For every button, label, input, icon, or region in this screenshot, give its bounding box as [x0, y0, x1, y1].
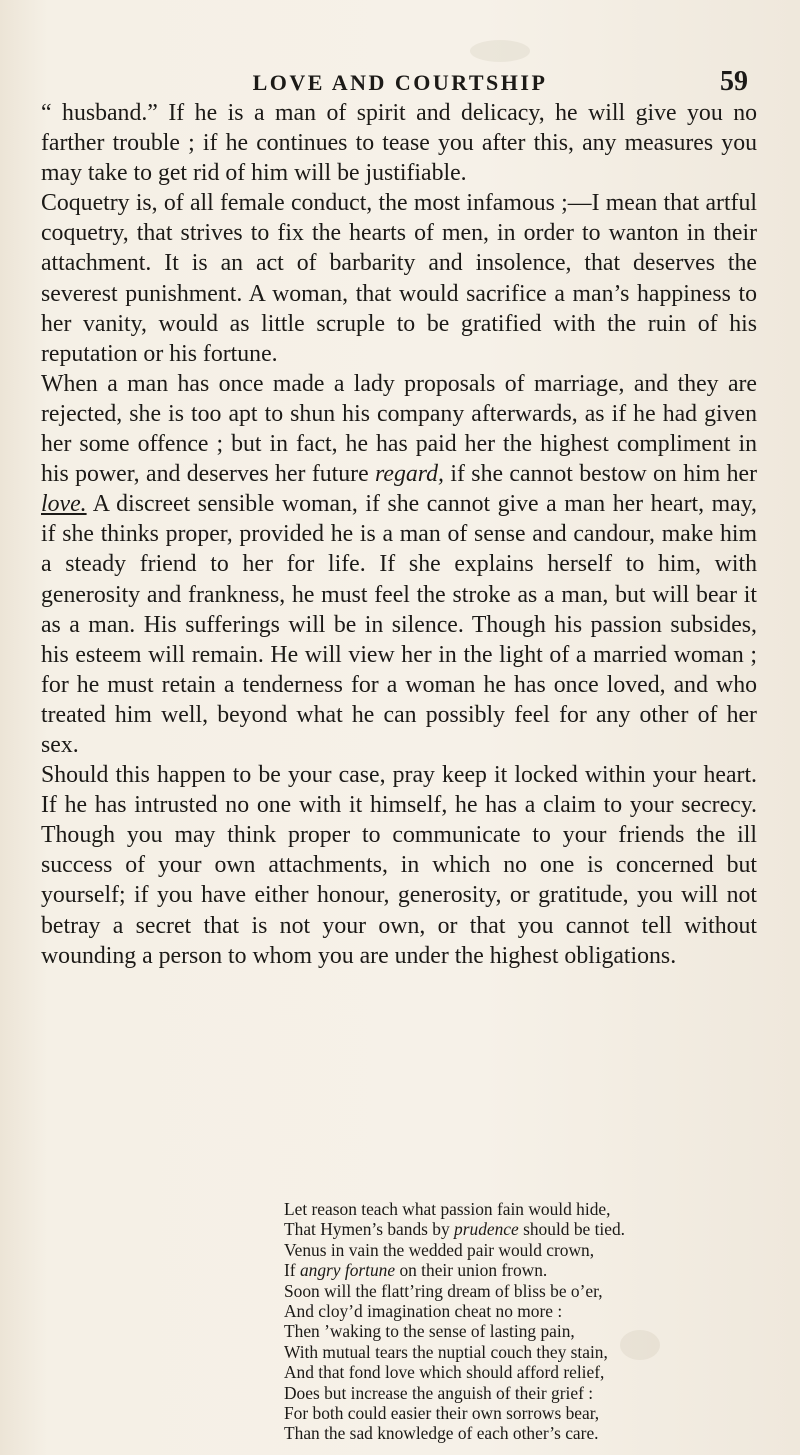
- paper-stain: [470, 40, 530, 62]
- paragraph: [41, 760, 757, 971]
- running-title: LOVE AND COURTSHIP: [252, 70, 548, 95]
- paragraph-text: Coquetry is, of all female conduct, the most infamous ;—I mean that artful coquetry, that strives to fix the hearts of men, in order to wanton in their attachment. It is an act of barbarity and insolence, that deserves the severest punishment. A woman, that would sacrifice a man’s happiness to her vanity, would as little scruple to be gratified with the ruin of his reputation or his fortune.: [41, 190, 757, 367]
- poem-line: Venus in vain the wedded pair would crown,: [284, 1239, 595, 1260]
- poem: [284, 1199, 774, 1444]
- paragraph-text: Should this happen to be your case, pray keep it locked within your heart. If he has intrusted no one with it himself, he has a claim to your secrecy. Though you may think proper to communicate to your friends the ill success of your own attachments, in which no one is concerned but yourself; if you have either honour, generosity, or gratitude, you will not betray a secret that is not your own, or that you cannot tell without wounding a person to whom you are under the highest obligations.: [41, 762, 757, 969]
- poem-line: And that fond love which should afford relief,: [284, 1362, 605, 1383]
- poem-line: If angry fortune on their union frown.: [284, 1260, 548, 1281]
- emphasis-love: love.: [41, 491, 87, 518]
- paragraph: [41, 98, 757, 188]
- running-head: [0, 64, 800, 97]
- paragraph-text: “ husband.” If he is a man of spirit and delicacy, he will give you no farther trouble ; if he continues to tease you after this, any measures you may take to get rid of him will be justifiable.: [41, 100, 757, 187]
- paragraph-text: When a man has once made a lady proposals of marriage, and they are rejected, she is too apt to shun his company afterwards, as if he had given her some offence ; but in fact, he has paid her the highest compliment in his power, and deserves her future: [41, 370, 757, 488]
- poem-line: Let reason teach what passion fain would hide,: [284, 1199, 611, 1219]
- paragraph-text: if she cannot bestow on him her: [444, 461, 757, 488]
- poem-line: Than the sad knowledge of each other’s care.: [284, 1423, 599, 1444]
- poem-line: Soon will the flatt’ring dream of bliss be o’er,: [284, 1280, 603, 1301]
- poem-line: For both could easier their own sorrows bear,: [284, 1403, 600, 1424]
- paragraph: [41, 369, 757, 760]
- poem-line: Then ’waking to the sense of lasting pain,: [284, 1321, 575, 1342]
- paragraph: [41, 188, 757, 369]
- paragraph-text: A discreet sensible woman, if she cannot give a man her heart, may, if she thinks proper, provided he is a man of sense and candour, make him a steady friend to her for life. If she explains herself to him, with generosity and frankness, he must feel the stroke as a man, but will bear it as a man. His sufferings will be in silence. Though his passion subsides, his esteem will remain. He will view her in the light of a married woman ; for he must retain a tenderness for a woman he has once loved, and who treated him well, beyond what he can possibly feel for any other of her sex.: [41, 491, 757, 758]
- emphasis-angry-fortune: angry fortune: [299, 1260, 396, 1281]
- poem-line: With mutual tears the nuptial couch they stain,: [284, 1341, 608, 1362]
- emphasis-regard: regard,: [375, 461, 444, 488]
- page-number: 59: [720, 66, 748, 97]
- emphasis-prudence: prudence: [454, 1219, 519, 1240]
- poem-line: That Hymen’s bands by prudence should be tied.: [284, 1219, 626, 1240]
- poem-line: And cloy’d imagination cheat no more :: [284, 1301, 563, 1322]
- poem-line: Does but increase the anguish of their grief :: [284, 1382, 594, 1403]
- body-text: [41, 98, 757, 971]
